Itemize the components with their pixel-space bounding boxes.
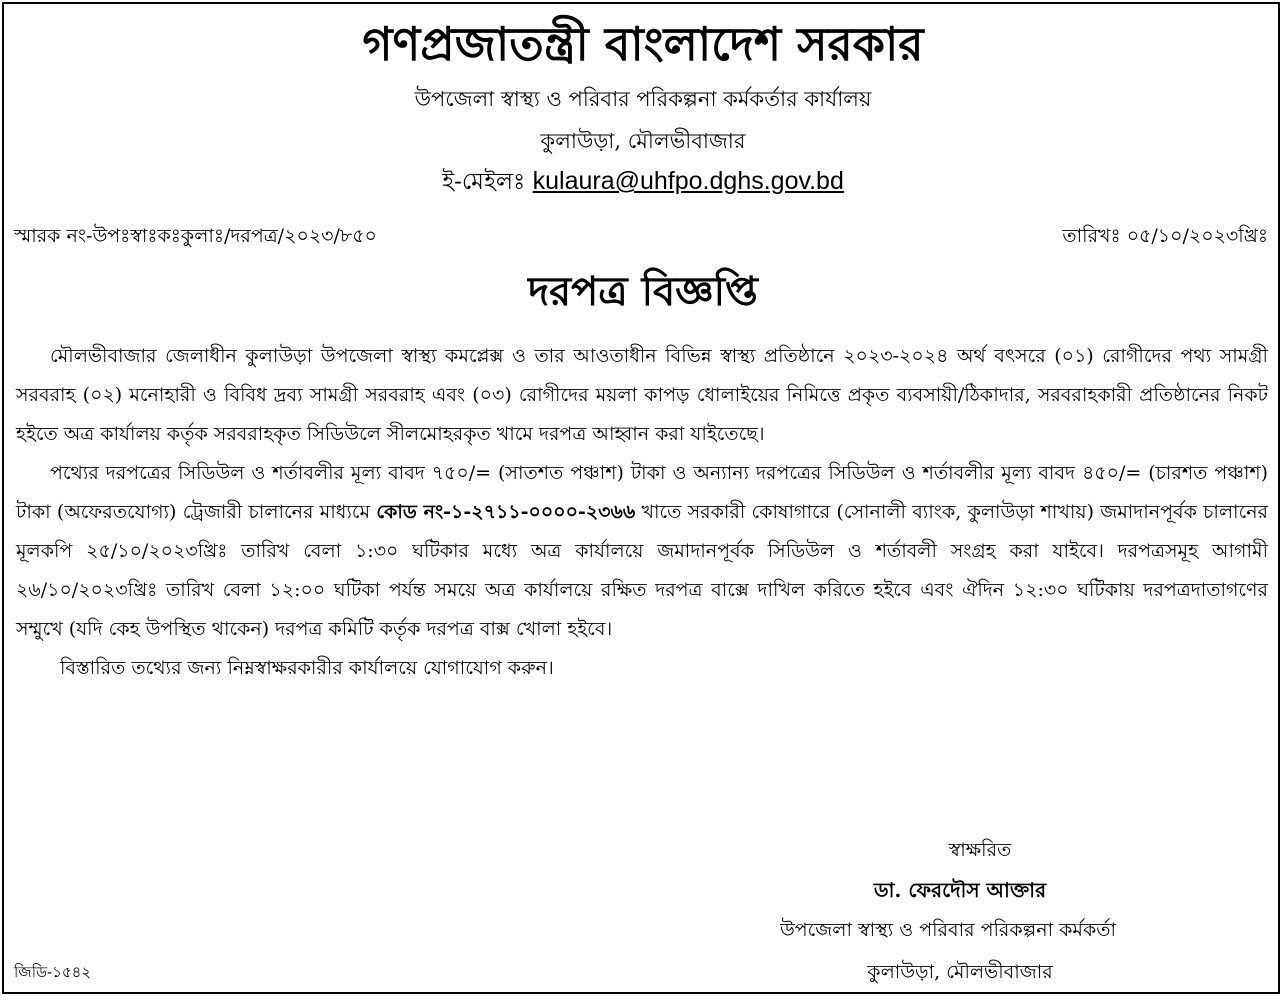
signature-status: স্বাক্ষরিত	[948, 839, 1012, 861]
signatory-name: ডা. ফেরদৌস আক্তার	[873, 878, 1047, 902]
treasury-code: কোড নং-১-২৭১১-০০০০-২৩৬৬	[376, 501, 636, 523]
signatory-designation: উপজেলা স্বাস্থ্য ও পরিবার পরিকল্পনা কর্মকর্তা	[779, 919, 1117, 941]
issue-date: তারিখঃ ০৫/১০/২০২৩খ্রিঃ	[1062, 225, 1268, 247]
notice-body	[16, 337, 1268, 688]
government-title: গণপ্রজাতন্ত্রী বাংলাদেশ সরকার	[362, 17, 924, 71]
signatory-location: কুলাউড়া, মৌলভীবাজার	[867, 961, 1053, 983]
schedule-text-part2: খাতে সরকারী কোষাগারে (সোনালী ব্যাংক, কুলাউড়া শাখায়) জমাদানপূর্বক চালানের মূলকপি ২৫/১০/২০২৩খ্রিঃ তারিখ বেলা ১:৩০ ঘটিকার মধ্যে অত্র কার্যালয়ে জমাদানপূর্বক সিডিউল ও শর্তাবলী সংগ্রহ করা যাইবে। দরপত্রসমূহ আগামী ২৬/১০/২০২৩খ্রিঃ তারিখ বেলা ১২:০০ ঘটিকা পর্যন্ত সময়ে অত্র কার্যালয়ে রক্ষিত দরপত্র বাক্সে দাখিল করিতে হইবে এবং ঐদিন ১২:৩০ ঘটিকায় দরপত্রদাতাগণের সম্মুখে (যদি কেহ উপস্থিত থাকেন) দরপত্র কমিটি কর্তৃক দরপত্র বাক্স খোলা হইবে।	[16, 501, 1268, 640]
email-link[interactable]: kulaura@uhfpo.dghs.gov.bd	[532, 167, 844, 195]
ad-code: জিডি-১৫৪২	[14, 963, 92, 981]
office-location: কুলাউড়া, মৌলভীবাজার	[540, 129, 746, 153]
office-name: উপজেলা স্বাস্থ্য ও পরিবার পরিকল্পনা কর্মকর্তার কার্যালয়	[414, 87, 872, 111]
schedule-text-part1: পথ্যের দরপত্রের সিডিউল ও শর্তাবলীর মূল্য বাবদ ৭৫০/= (সাতশত পঞ্চাশ) টাকা ও অন্যান্য দরপত্রের সিডিউল ও শর্তাবলীর মূল্য বাবদ ৪৫০/= (চারশত পঞ্চাশ) টাকা (অফেরতযোগ্য) ট্রেজারী চালানের মাধ্যমে	[16, 462, 1268, 523]
paragraph-schedule-details	[16, 454, 1268, 649]
memo-number: স্মারক নং-উপঃস্বাঃকঃকুলাঃ/দরপত্র/২০২৩/৮৫০	[14, 225, 377, 247]
paragraph-contact: বিস্তারিত তথ্যের জন্য নিম্নস্বাক্ষরকারীর কার্যালয়ে যোগাযোগ করুন।	[60, 657, 554, 679]
notice-title: দরপত্র বিজ্ঞপ্তি	[528, 268, 758, 315]
paragraph-tender-call: মৌলভীবাজার জেলাধীন কুলাউড়া উপজেলা স্বাস্থ্য কমপ্লেক্স ও তার আওতাধীন বিভিন্ন স্বাস্থ্য প্রতিষ্ঠানে ২০২৩-২০২৪ অর্থ বৎসরে (০১) রোগীদের পথ্য সামগ্রী সরবরাহ (০২) মনোহারী ও বিবিধ দ্রব্য সামগ্রী সরবরাহ এবং (০৩) রোগীদের ময়লা কাপড় ধোলাইয়ের নিমিত্তে প্রকৃত ব্যবসায়ী/ঠিকাদার, সরবরাহকারী প্রতিষ্ঠানের নিকট হইতে অত্র কার্যালয় কর্তৃক সরবরাহকৃত সিডিউলে সীলমোহরকৃত খামে দরপত্র আহ্বান করা যাইতেছে।	[16, 345, 1268, 445]
email-label: ই-মেইলঃ	[442, 169, 526, 195]
email-line	[0, 164, 1286, 199]
